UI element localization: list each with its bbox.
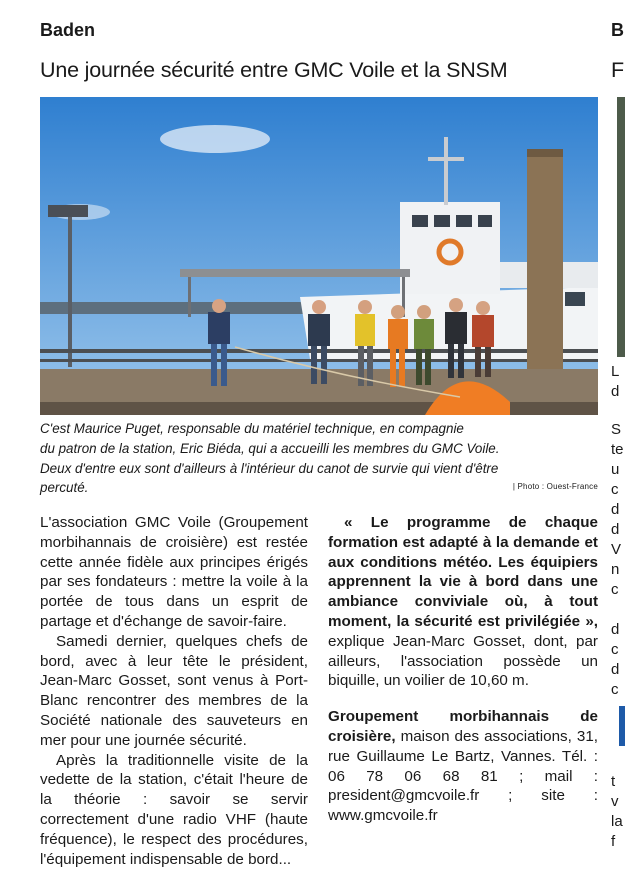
next-column-fragment: u <box>611 461 620 478</box>
next-column-fragment: d <box>611 383 620 400</box>
pylon <box>527 149 563 385</box>
railing <box>40 349 598 353</box>
article-paragraph: L'association GMC Voile (Groupement morbihannais de croisière) est restée cette année fidèle aux principes érigés par ses fondateurs : mettre la voile à la portée de tous dans un esprit de partage et d'échange de savoir-faire. <box>40 514 308 630</box>
article-quote: « Le programme de chaque formation est adapté à la demande et aux conditions météo. Les équipiers apprennent la vie à bord dans une ambiance conviviale où, à tout moment, la sécurité est privilégiée », <box>328 514 598 630</box>
next-column-fragment: v <box>611 793 619 810</box>
article-column-1 <box>40 513 308 869</box>
next-column-fragment: c <box>611 481 619 498</box>
lamp <box>48 205 88 217</box>
contact-details: maison des associations, 31, rue Guillaume Le Bartz, Vannes. Tél. : 06 78 06 68 81 ; mail : president@gmcvoile.fr ; site : www.gmcvoile.fr <box>328 727 598 825</box>
lamp-post <box>68 217 72 367</box>
shelter-roof <box>180 269 410 277</box>
next-column-fragment: la <box>611 813 623 830</box>
boat-mast <box>444 137 448 205</box>
photo-credit: | Photo : Ouest-France <box>512 482 598 491</box>
next-column-fragment: f <box>611 833 616 850</box>
next-column-fragment: t <box>611 773 616 790</box>
article-paragraph: Samedi dernier, quelques chefs de bord, avec à leur tête le président, Jean-Marc Gosset, sont venus à Port-Blanc rencontrer des membres de la Société nationale des sauveteurs en mer pour une journée sécurité. <box>40 632 308 749</box>
next-section-marker <box>619 706 625 746</box>
caption-line: Deux d'entre eux sont d'ailleurs à l'intérieur du canot de survie qui vient d'être <box>40 460 499 476</box>
next-column-fragment: L <box>611 363 620 380</box>
next-column-fragment: d <box>611 621 620 638</box>
next-article-headline: F <box>611 58 625 82</box>
contact-org: Groupement morbihannais de croisière, <box>328 708 598 745</box>
next-column-fragment: c <box>611 641 619 658</box>
article-paragraph: Après la traditionnelle visite de la vedette de la station, c'était l'heure de la théorie : savoir se servir correctement d'une radio VHF (haute fréquence), le respect des procédures, l'équipement indispensable de bord... <box>40 751 308 868</box>
next-column-fragment: S <box>611 421 622 438</box>
next-column-fragment: d <box>611 661 620 678</box>
article-headline: Une journée sécurité entre GMC Voile et la SNSM <box>40 58 508 82</box>
caption-line: C'est Maurice Puget, responsable du matériel technique, en compagnie <box>40 421 464 436</box>
sky <box>40 97 598 415</box>
article-column-2 <box>328 513 598 826</box>
next-column-fragment: c <box>611 681 619 698</box>
next-section-label: B <box>611 20 624 40</box>
article-quote-paragraph <box>328 513 598 691</box>
next-column-fragment: V <box>611 541 622 558</box>
cloud <box>160 125 270 153</box>
article-photo <box>40 97 598 415</box>
next-column-fragment: te <box>611 441 624 458</box>
article-quote-attribution: explique Jean-Marc Gosset, dont, par ailleurs, l'association possède un biquille, un voilier de 10,60 m. <box>328 632 598 690</box>
contact-info <box>328 707 598 826</box>
caption-line: percuté. <box>40 480 89 496</box>
next-column-fragment: n <box>611 561 620 578</box>
next-article-photo <box>617 97 625 357</box>
next-column-fragment: c <box>611 581 619 598</box>
next-column-fragment: d <box>611 521 620 538</box>
caption-line: du patron de la station, Eric Biéda, qui a accueilli les membres du GMC Voile. <box>40 440 500 456</box>
section-label: Baden <box>40 20 96 40</box>
next-column-fragment: d <box>611 501 620 518</box>
